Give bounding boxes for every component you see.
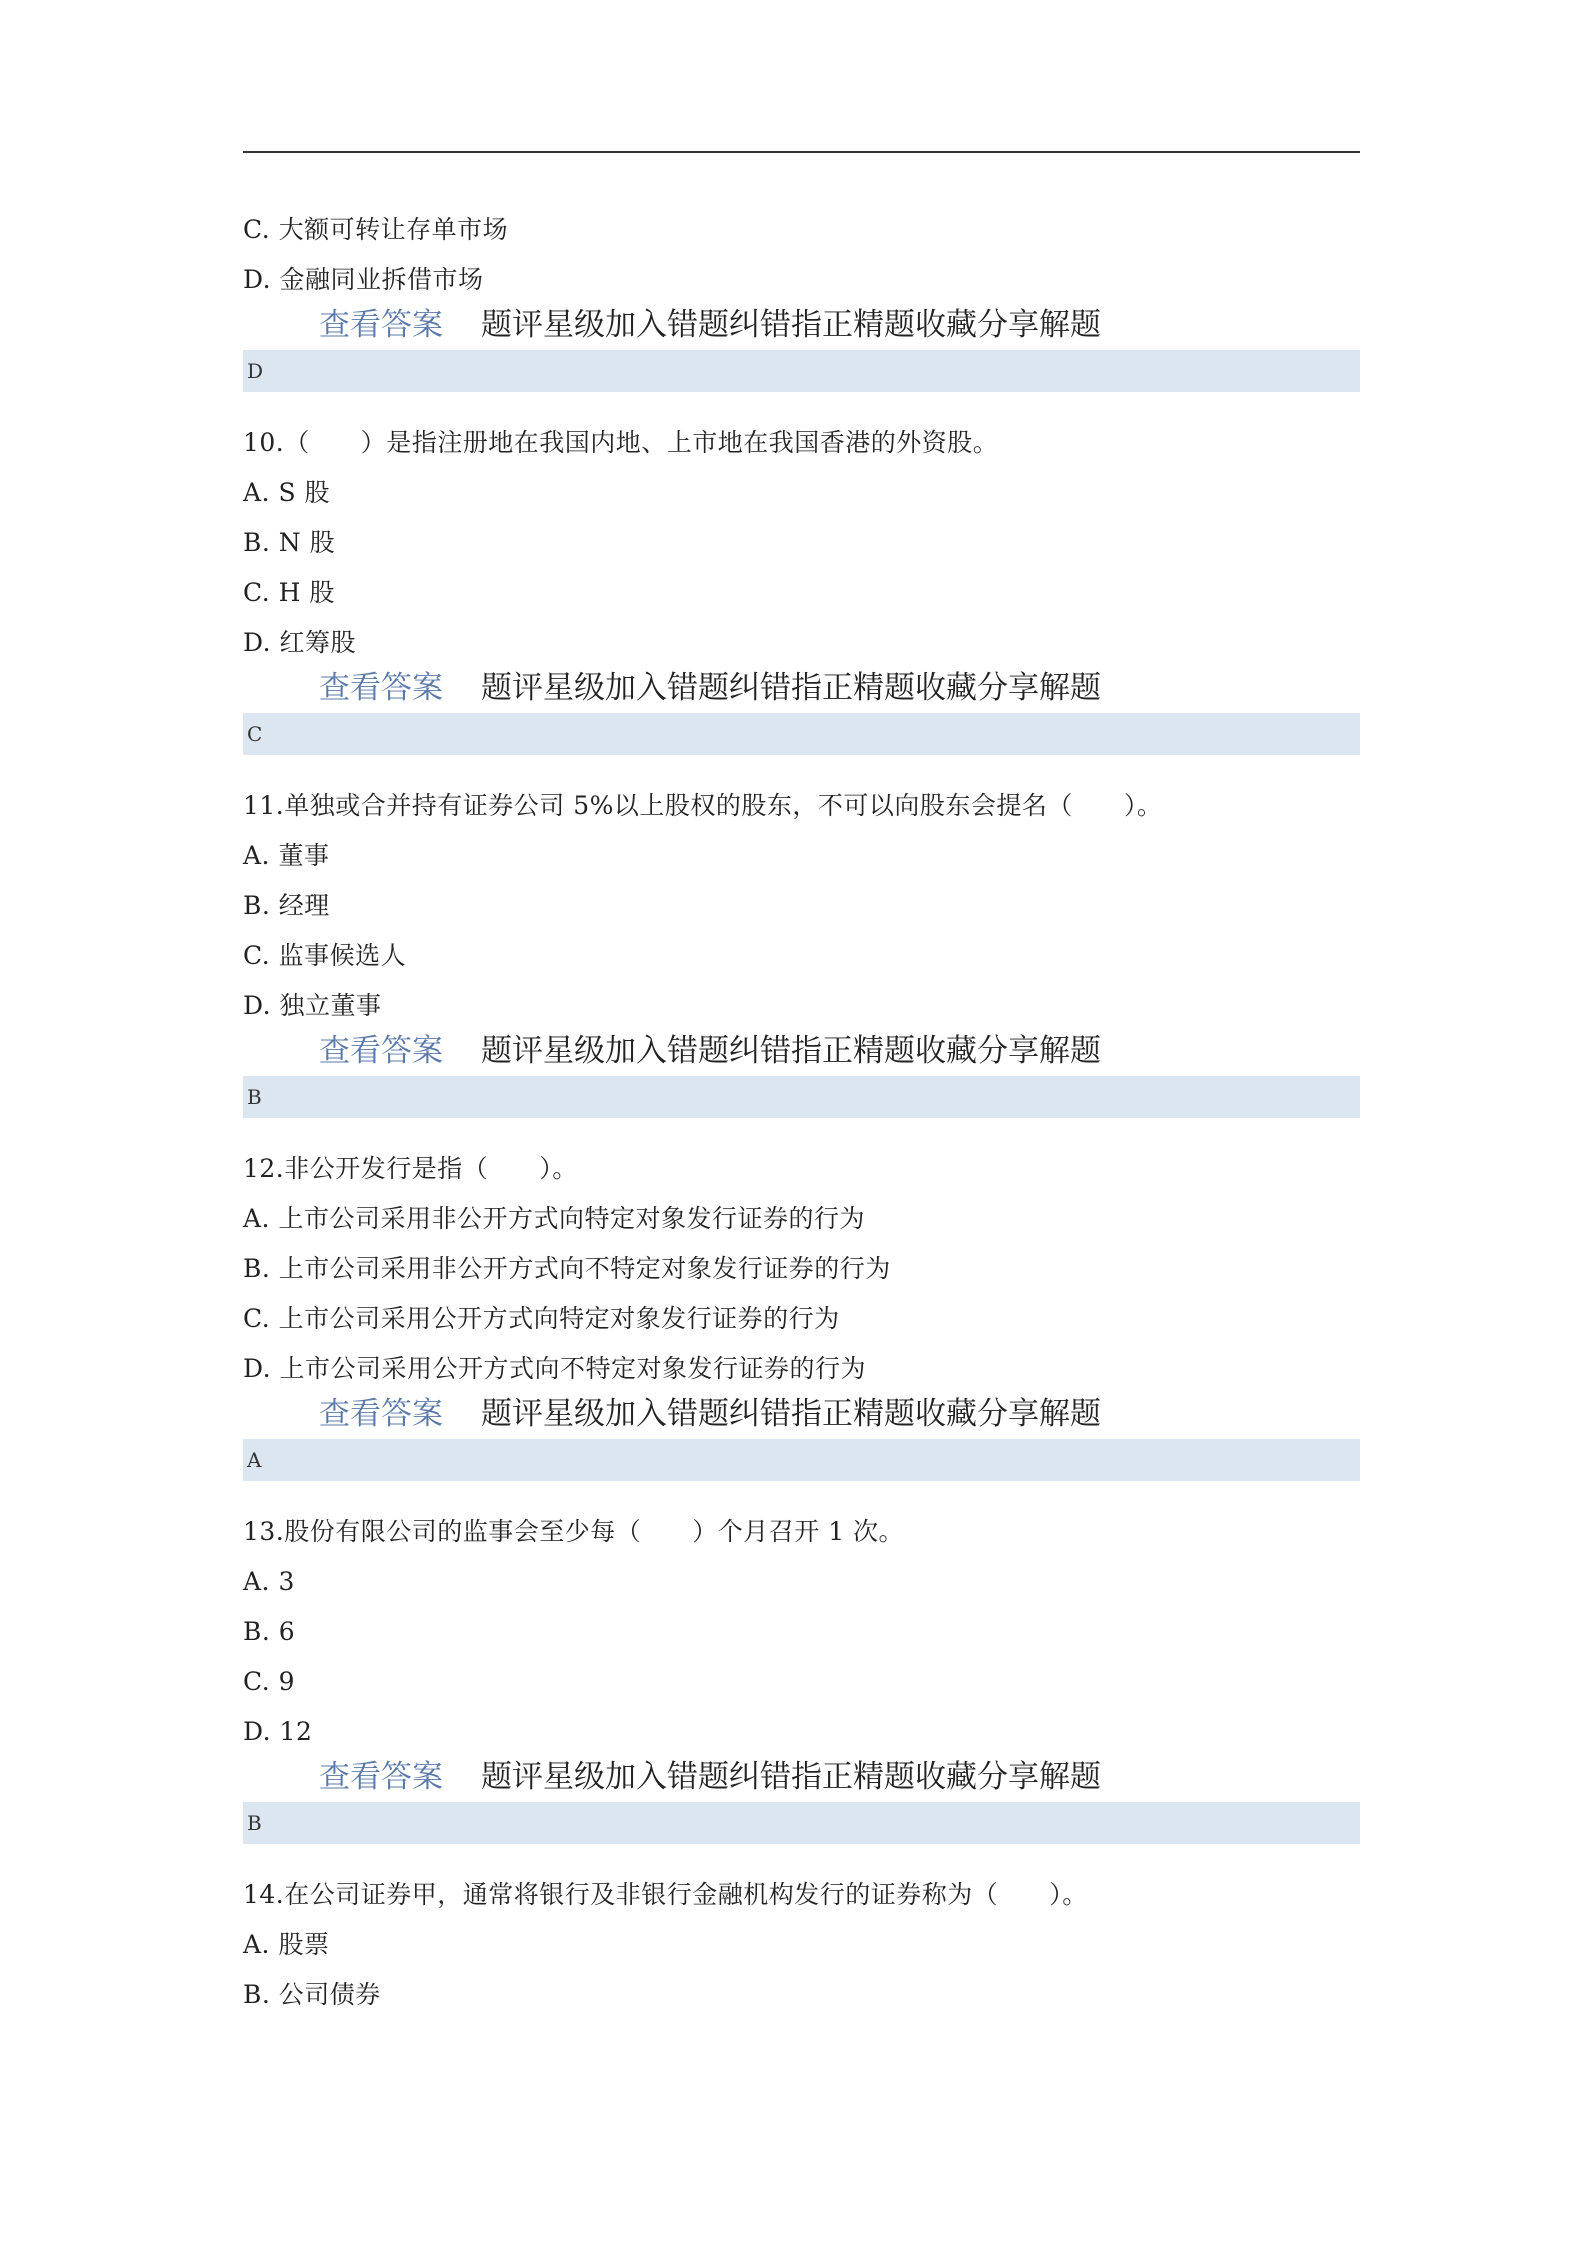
question-stem: 14.在公司证券甲，通常将银行及非银行金融机构发行的证券称为（ ）。 <box>243 1880 1088 1909</box>
header-rule <box>243 151 1360 153</box>
question-tools-text[interactable]: 题评星级加入错题纠错指正精题收藏分享解题 <box>481 670 1101 706</box>
question-block-9 <box>243 205 1360 392</box>
question-toolbar <box>243 1757 1360 1802</box>
option-a[interactable]: A. 上市公司采用非公开方式向特定对象发行证券的行为 <box>243 1204 865 1233</box>
question-tools-text[interactable]: 题评星级加入错题纠错指正精题收藏分享解题 <box>481 1759 1101 1795</box>
option-c[interactable]: C. 监事候选人 <box>243 941 407 970</box>
question-toolbar <box>243 305 1360 350</box>
answer-bar: B <box>243 1802 1360 1844</box>
option-b[interactable]: B. N 股 <box>243 528 336 557</box>
question-block-12 <box>243 1144 1360 1481</box>
question-list <box>243 205 1360 2020</box>
answer-bar: A <box>243 1439 1360 1481</box>
question-toolbar <box>243 1394 1360 1439</box>
question-block-13 <box>243 1507 1360 1844</box>
option-a[interactable]: A. 董事 <box>243 841 330 870</box>
answer-bar: C <box>243 713 1360 755</box>
view-answer-link[interactable]: 查看答案 <box>319 1033 443 1069</box>
answer-bar: D <box>243 350 1360 392</box>
question-block-14 <box>243 1870 1360 2020</box>
option-a[interactable]: A. 股票 <box>243 1930 330 1959</box>
view-answer-link[interactable]: 查看答案 <box>319 307 443 343</box>
question-toolbar <box>243 1031 1360 1076</box>
view-answer-link[interactable]: 查看答案 <box>319 670 443 706</box>
option-c[interactable]: C. 上市公司采用公开方式向特定对象发行证券的行为 <box>243 1304 840 1333</box>
question-stem: 11.单独或合并持有证券公司 5%以上股权的股东，不可以向股东会提名（ ）。 <box>243 791 1163 820</box>
option-c[interactable]: C. 9 <box>243 1667 296 1696</box>
option-a[interactable]: A. 3 <box>243 1567 295 1596</box>
question-toolbar <box>243 668 1360 713</box>
question-block-10 <box>243 418 1360 755</box>
option-b[interactable]: B. 6 <box>243 1617 296 1646</box>
option-d[interactable]: D. 独立董事 <box>243 991 382 1020</box>
option-d[interactable]: D. 上市公司采用公开方式向不特定对象发行证券的行为 <box>243 1354 867 1383</box>
spacer <box>243 755 1360 781</box>
option-d[interactable]: D. 红筹股 <box>243 628 357 657</box>
spacer <box>243 1844 1360 1870</box>
question-tools-text[interactable]: 题评星级加入错题纠错指正精题收藏分享解题 <box>481 307 1101 343</box>
view-answer-link[interactable]: 查看答案 <box>319 1396 443 1432</box>
spacer <box>243 1481 1360 1507</box>
option-c[interactable]: C. 大额可转让存单市场 <box>243 215 509 244</box>
question-stem: 12.非公开发行是指（ ）。 <box>243 1154 578 1183</box>
option-b[interactable]: B. 上市公司采用非公开方式向不特定对象发行证券的行为 <box>243 1254 891 1283</box>
option-d[interactable]: D. 金融同业拆借市场 <box>243 265 484 294</box>
question-stem: 10.（ ）是指注册地在我国内地、上市地在我国香港的外资股。 <box>243 428 999 457</box>
option-a[interactable]: A. S 股 <box>243 478 331 507</box>
answer-bar: B <box>243 1076 1360 1118</box>
spacer <box>243 1118 1360 1144</box>
question-block-11 <box>243 781 1360 1118</box>
option-b[interactable]: B. 公司债券 <box>243 1980 381 2009</box>
question-tools-text[interactable]: 题评星级加入错题纠错指正精题收藏分享解题 <box>481 1033 1101 1069</box>
view-answer-link[interactable]: 查看答案 <box>319 1759 443 1795</box>
question-stem: 13.股份有限公司的监事会至少每（ ）个月召开 1 次。 <box>243 1517 905 1546</box>
spacer <box>243 392 1360 418</box>
question-tools-text[interactable]: 题评星级加入错题纠错指正精题收藏分享解题 <box>481 1396 1101 1432</box>
option-d[interactable]: D. 12 <box>243 1717 313 1746</box>
option-c[interactable]: C. H 股 <box>243 578 335 607</box>
option-b[interactable]: B. 经理 <box>243 891 330 920</box>
